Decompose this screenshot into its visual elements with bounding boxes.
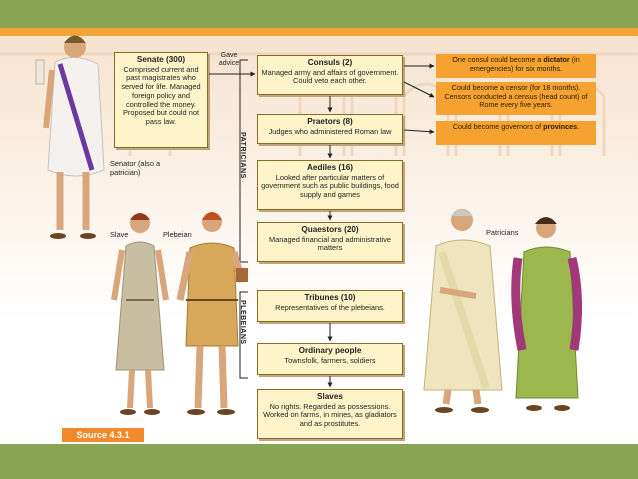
plebeian-bracket [240,292,248,378]
senate-title: Senate (300) [136,55,186,64]
plebeians-bracket-label: PLEBEIANS [239,300,246,345]
consuls-description: Managed army and affairs of government. Could veto each other. [261,67,399,86]
slave-figure [114,213,166,415]
dictator-note-text: One consul could become a [452,55,544,64]
quaestors-title: Quaestors (20) [301,225,359,234]
aediles-description: Looked after particular matters of government such as public buildings, food supply and games [261,172,399,200]
governors-note-tail: . [577,122,580,131]
patrician-man-figure [424,209,502,413]
quaestors-description: Managed financial and administrative matters [268,234,392,253]
arrow-to-governors [404,130,434,132]
slaves-title: Slaves [317,392,343,401]
praetors-description: Judges who administered Roman law [268,126,392,136]
aediles-title: Aediles (16) [307,163,353,172]
source-label: Source 4.3.1 [62,428,144,442]
plebeian-figure [180,212,248,415]
patricians-label: Patricians [486,228,519,237]
senate-description: Comprised current and past magistrates who served for life. Managed foreign policy and controlled the money. Proposed but could not pass law. [121,64,201,127]
patrician-bracket [240,60,248,262]
consuls-title: Consuls (2) [307,58,353,67]
ordinary-people-description: Townsfolk, farmers, soldiers [284,355,376,365]
slave-label: Slave [110,230,129,239]
arrow-to-censor [404,82,434,97]
censor-note-text: Could become a censor (for 18 months). Censors conducted a census (head count) of Rome every five years. [444,83,588,110]
slaves-description: No rights. Regarded as possessions. Worked on farms, in mines, as gladiators and as prostitutes. [263,401,397,429]
patricians-bracket-label: PATRICIANS [239,132,246,179]
ordinary-people-title: Ordinary people [298,346,362,355]
plebeian-label: Plebeian [163,230,192,239]
senator-figure [36,36,104,240]
dictator-note-tail: (in emergencies) for six months. [469,55,580,73]
tribunes-description: Representatives of the plebeians. [275,302,385,312]
governors-note-strong: provinces [543,122,578,131]
bottom-banner [0,444,638,479]
patrician-woman-figure [516,217,578,411]
governors-note-text: Could become governors of [452,122,544,131]
dictator-note-strong: dictator [543,55,570,64]
senator-label: Senator (also a patrician) [110,159,161,177]
praetors-title: Praetors (8) [307,117,353,126]
gave-advice-label: Gave advice [218,52,240,68]
tribunes-title: Tribunes (10) [304,293,356,302]
